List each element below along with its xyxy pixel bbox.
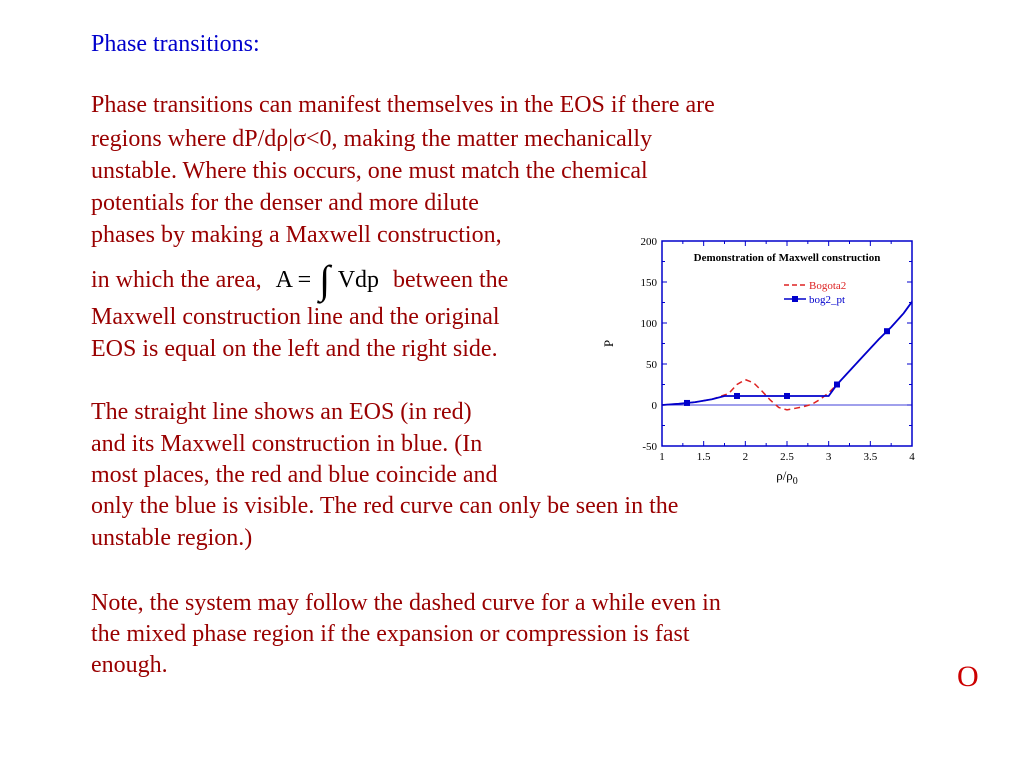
para3-line-2: the mixed phase region if the expansion or compression is fast	[91, 621, 690, 647]
integral-symbol: ∫	[319, 257, 331, 302]
y-axis-label: P	[601, 339, 616, 348]
para2-line-1: The straight line shows an EOS (in red)	[91, 399, 472, 425]
area-line	[91, 257, 509, 302]
y-tick-label: 200	[640, 236, 657, 248]
y-tick-label: 0	[651, 400, 657, 412]
para1-end-line-2: EOS is equal on the left and the right side.	[91, 336, 498, 362]
para3-line-1: Note, the system may follow the dashed curve for a while even in	[91, 590, 721, 616]
legend-marker-bog2_pt	[792, 296, 798, 302]
area-line-before: in which the area,	[91, 267, 262, 293]
legend-label-bog2_pt: bog2_pt	[809, 294, 846, 306]
x-axis-label: $\rho/\rho_0$	[776, 468, 798, 487]
slide-title: Phase transitions:	[91, 31, 260, 57]
x-tick-label: 2.5	[780, 451, 794, 463]
para2-line-4: only the blue is visible. The red curve can only be seen in the	[91, 493, 679, 519]
y-tick-label: 100	[640, 318, 657, 330]
para1-line-1: Phase transitions can manifest themselves in the EOS if there are	[91, 92, 715, 118]
area-line-after: between the	[393, 267, 509, 293]
para1-end-line-1: Maxwell construction line and the original	[91, 304, 500, 330]
x-tick-label: 1.5	[696, 451, 711, 463]
para2-line-2: and its Maxwell construction in blue. (In	[91, 431, 483, 457]
para2-line-3: most places, the red and blue coincide and	[91, 462, 498, 488]
x-tick-label: 3	[825, 451, 832, 463]
y-tick-label: 50	[646, 359, 657, 371]
chart-title: Demonstration of Maxwell construction	[693, 252, 881, 264]
series-marker-bog2_pt	[834, 382, 840, 388]
para1-line-3: unstable. Where this occurs, one must match the chemical	[91, 158, 648, 184]
x-tick-label: 4	[909, 451, 915, 463]
para3-line-3: enough.	[91, 652, 168, 678]
corner-mark: O	[957, 660, 979, 693]
series-marker-bog2_pt	[884, 328, 890, 334]
series-marker-bog2_pt	[784, 393, 790, 399]
y-tick-label: -50	[642, 441, 657, 453]
series-marker-bog2_pt	[734, 393, 740, 399]
area-formula-lhs: A =	[275, 267, 312, 293]
x-tick-label: 2	[742, 451, 749, 463]
legend-label-Bogota2: Bogota2	[809, 280, 847, 292]
x-tick-label: 1	[659, 451, 665, 463]
area-formula-integrand: Vdp	[337, 267, 380, 293]
area-formula	[275, 257, 380, 302]
x-tick-label: 3.5	[863, 451, 878, 463]
para1-line-2: regions where dP/dρ|σ<0, making the matter mechanically	[91, 126, 653, 152]
para2-line-5: unstable region.)	[91, 525, 253, 551]
series-marker-bog2_pt	[684, 400, 690, 406]
para1-line-5: phases by making a Maxwell construction,	[91, 222, 502, 248]
y-tick-label: 150	[640, 277, 657, 289]
maxwell-construction-chart	[600, 232, 920, 494]
para1-line-4: potentials for the denser and more dilute	[91, 190, 479, 216]
series-line-bog2_pt	[662, 302, 912, 405]
